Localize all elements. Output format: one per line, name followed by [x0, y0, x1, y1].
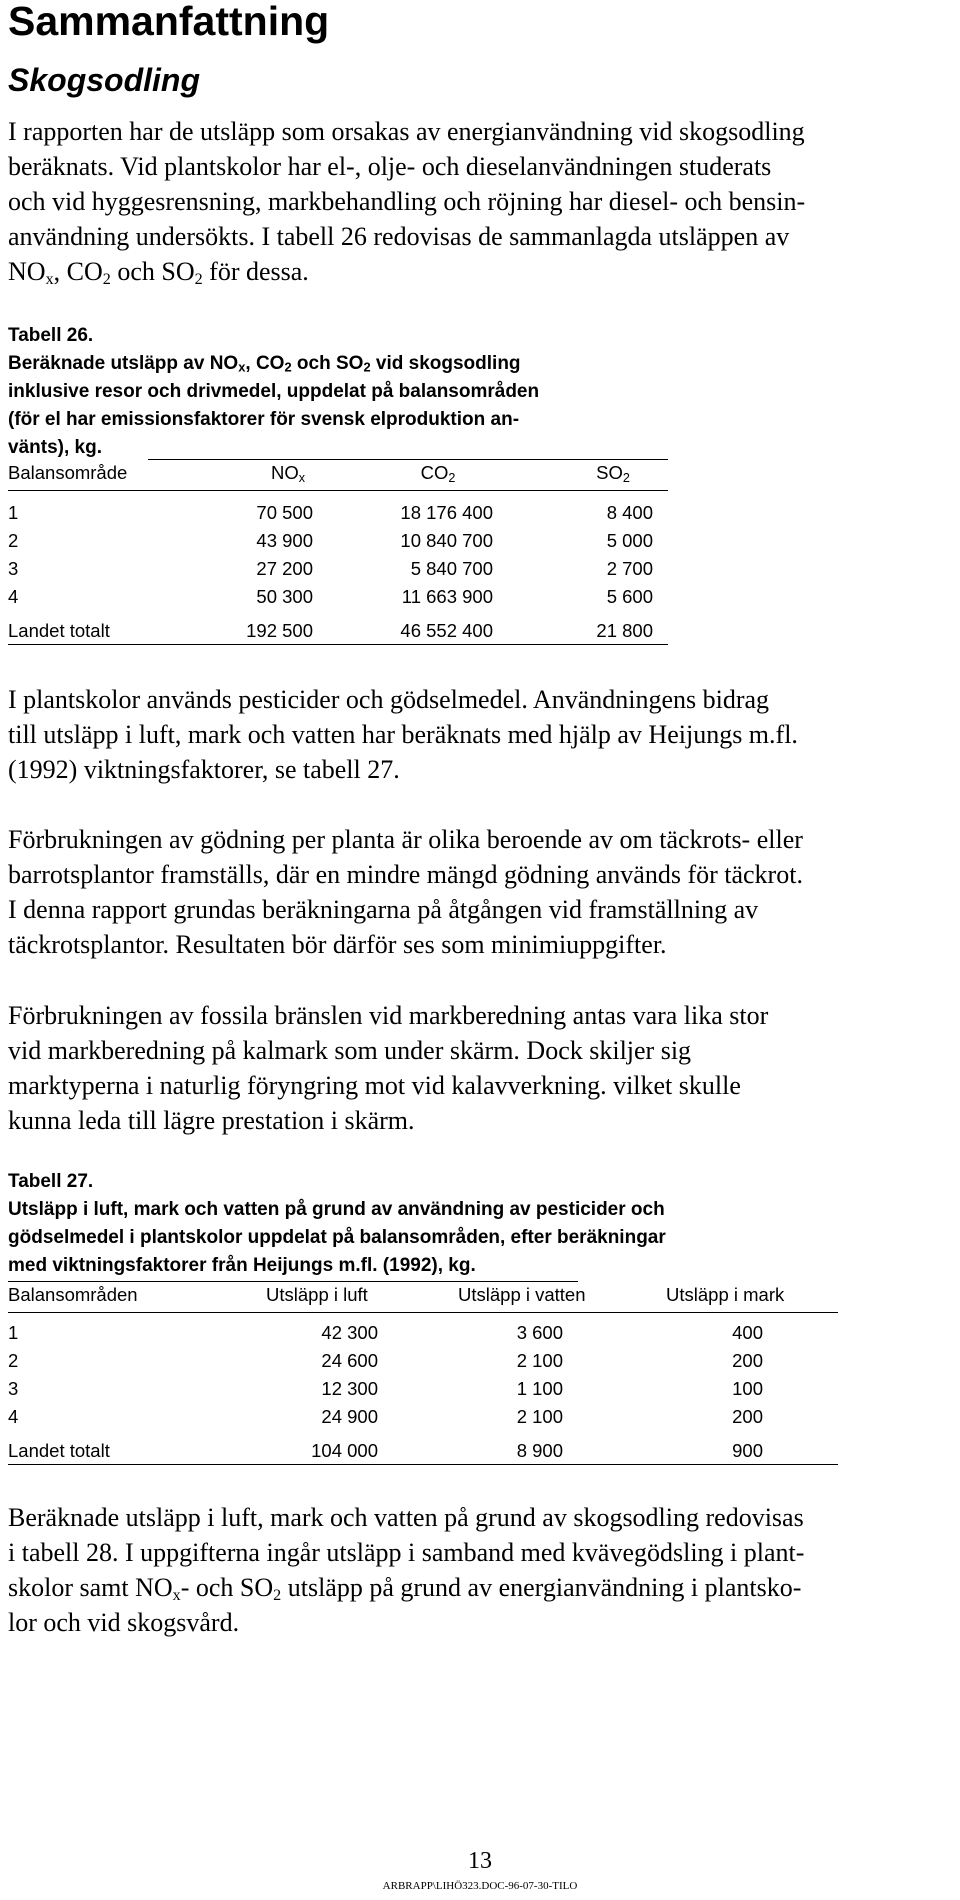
text-fragment: för dessa.	[202, 257, 309, 286]
table-26-caption	[8, 322, 539, 462]
text-line: täckrotsplantor. Resultaten bör därför ses som minimiuppgifter.	[8, 930, 667, 959]
section-heading: Skogsodling	[8, 62, 200, 98]
table-cell: 5 840 700	[410, 558, 493, 579]
table-row	[8, 1350, 838, 1378]
text-line	[8, 254, 953, 289]
table-cell: 200	[732, 1406, 763, 1427]
paragraph	[8, 998, 953, 1138]
table-cell: 3	[8, 1378, 19, 1399]
table-cell: 24 600	[321, 1350, 378, 1371]
text-line: användning undersökts. I tabell 26 redovisas de sammanlagda utsläppen av	[8, 222, 790, 251]
text-line: Beräknade utsläpp i luft, mark och vatten på grund av skogsodling redovisas	[8, 1503, 804, 1532]
page-heading: Sammanfattning	[8, 0, 330, 44]
paragraph	[8, 1500, 953, 1640]
table-cell: 200	[732, 1350, 763, 1371]
table-cell: 43 900	[256, 530, 313, 551]
table-header-row	[8, 1284, 838, 1312]
text-fragment: NO	[8, 257, 46, 286]
intro-paragraph	[8, 114, 953, 289]
table-row	[8, 1406, 838, 1434]
table-rule	[8, 1281, 578, 1282]
table-cell: 3 600	[516, 1322, 563, 1343]
table-rule	[8, 1312, 838, 1313]
caption-line: vänts), kg.	[8, 437, 102, 458]
subscript: x	[45, 271, 54, 289]
column-header	[563, 462, 663, 484]
table-cell: 900	[732, 1440, 763, 1461]
column-header	[388, 462, 488, 484]
subscript: x	[238, 359, 246, 375]
subscript: 2	[273, 1587, 282, 1605]
text-line: Förbrukningen av fossila bränslen vid markberedning antas vara lika stor	[8, 1001, 769, 1030]
text-fragment: NO	[270, 462, 299, 483]
text-line: till utsläpp i luft, mark och vatten har beräknats med hjälp av Heijungs m.fl.	[8, 720, 798, 749]
table-cell: 4	[8, 586, 19, 607]
caption-line: inklusive resor och drivmedel, uppdelat på balansområden	[8, 381, 540, 402]
paragraph	[8, 682, 953, 787]
text-line: marktyperna i naturlig föryngring mot vid kalavverkning. vilket skulle	[8, 1071, 741, 1100]
text-fragment: CO	[420, 462, 449, 483]
document-footer: ARBRAPP\LIHÖ323.DOC-96-07-30-TILO	[382, 1880, 578, 1892]
text-fragment: och SO	[110, 257, 195, 286]
table-label: Tabell 26.	[8, 325, 94, 346]
table-rule	[8, 1464, 838, 1465]
table-row	[8, 1378, 838, 1406]
table-row	[8, 1322, 838, 1350]
text-line: (1992) viktningsfaktorer, se tabell 27.	[8, 755, 400, 784]
table-cell: 42 300	[321, 1322, 378, 1343]
table-rule	[8, 490, 668, 491]
table-cell: 4	[8, 1406, 19, 1427]
table-27-caption	[8, 1168, 666, 1280]
table-cell: 400	[732, 1322, 763, 1343]
table-cell: 24 900	[321, 1406, 378, 1427]
column-header	[228, 462, 348, 484]
subscript: 2	[102, 271, 111, 289]
column-header: Utsläpp i vatten	[458, 1284, 586, 1305]
subscript: 2	[363, 359, 371, 375]
table-cell: 5 600	[606, 586, 653, 607]
table-cell: 2	[8, 1350, 19, 1371]
table-cell: 192 500	[246, 620, 313, 641]
subscript: 2	[448, 471, 456, 486]
text-fragment: Beräknade utsläpp av NO	[8, 353, 239, 374]
text-line: och vid hyggesrensning, markbehandling och röjning har diesel- och bensin-	[8, 187, 806, 216]
text-line: vid markberedning på kalmark som under skärm. Dock skiljer sig	[8, 1036, 692, 1065]
table-cell: 2 100	[516, 1350, 563, 1371]
table-cell: 5 000	[606, 530, 653, 551]
caption-line	[8, 350, 539, 378]
text-line: i tabell 28. I uppgifterna ingår utsläpp i samband med kvävegödsling i plant-	[8, 1538, 805, 1567]
table-cell: Landet totalt	[8, 620, 110, 641]
table-cell: 21 800	[596, 620, 653, 641]
text-line: kunna leda till lägre prestation i skärm.	[8, 1106, 415, 1135]
table-26	[8, 462, 668, 648]
table-cell: 27 200	[256, 558, 313, 579]
table-rule	[148, 459, 668, 460]
subscript: x	[172, 1587, 181, 1605]
table-cell: 1	[8, 502, 19, 523]
text-line: Förbrukningen av gödning per planta är olika beroende av om täckrots- eller	[8, 825, 803, 854]
caption-line: med viktningsfaktorer från Heijungs m.fl. (1992), kg.	[8, 1255, 476, 1276]
text-line: lor och vid skogsvård.	[8, 1608, 240, 1637]
subscript: 2	[284, 359, 292, 375]
table-cell: 2 700	[606, 558, 653, 579]
subscript: 2	[622, 471, 630, 486]
caption-line: (för el har emissionsfaktorer för svensk elproduktion an-	[8, 409, 520, 430]
subscript: x	[298, 471, 306, 486]
table-cell: 11 663 900	[401, 586, 493, 607]
column-header: Balansområde	[8, 462, 128, 483]
page-number: 13	[468, 1848, 492, 1874]
table-cell: 1	[8, 1322, 19, 1343]
table-27	[8, 1284, 838, 1468]
table-cell: 1 100	[516, 1378, 563, 1399]
text-fragment: och SO	[291, 353, 364, 374]
table-cell: 3	[8, 558, 19, 579]
text-line: I denna rapport grundas beräkningarna på åtgången vid framställning av	[8, 895, 759, 924]
table-row	[8, 530, 668, 558]
caption-line: gödselmedel i plantskolor uppdelat på balansområden, efter beräkningar	[8, 1227, 666, 1248]
subscript: 2	[194, 271, 203, 289]
table-row	[8, 558, 668, 586]
column-header: Utsläpp i luft	[266, 1284, 368, 1305]
text-line: barrotsplantor framställs, där en mindre mängd gödning används för täckrot.	[8, 860, 803, 889]
text-fragment: skolor samt NO	[8, 1573, 173, 1602]
column-header: Balansområden	[8, 1284, 138, 1305]
table-cell: 46 552 400	[400, 620, 493, 641]
text-line: I rapporten har de utsläpp som orsakas av energianvändning vid skogsodling	[8, 117, 805, 146]
table-rule	[8, 644, 668, 645]
table-cell: 50 300	[256, 586, 313, 607]
text-fragment: , CO	[53, 257, 103, 286]
table-row	[8, 502, 668, 530]
text-fragment: - och SO	[180, 1573, 274, 1602]
table-row	[8, 586, 668, 614]
text-line: beräknats. Vid plantskolor har el-, olje- och dieselanvändningen studerats	[8, 152, 772, 181]
table-cell: 104 000	[311, 1440, 378, 1461]
table-label: Tabell 27.	[8, 1171, 94, 1192]
caption-line: Utsläpp i luft, mark och vatten på grund av användning av pesticider och	[8, 1199, 665, 1220]
text-fragment: utsläpp på grund av energianvändning i plantsko-	[281, 1573, 802, 1602]
text-line	[8, 1570, 953, 1605]
table-cell: 12 300	[321, 1378, 378, 1399]
column-header: Utsläpp i mark	[666, 1284, 785, 1305]
text-fragment: , CO	[245, 353, 285, 374]
text-line: I plantskolor används pesticider och gödselmedel. Användningens bidrag	[8, 685, 770, 714]
table-header-row	[8, 462, 668, 490]
table-cell: Landet totalt	[8, 1440, 110, 1461]
table-cell: 8 900	[516, 1440, 563, 1461]
table-cell: 100	[732, 1378, 763, 1399]
text-fragment: vid skogsodling	[370, 353, 521, 374]
table-cell: 8 400	[606, 502, 653, 523]
table-cell: 70 500	[256, 502, 313, 523]
table-cell: 2 100	[516, 1406, 563, 1427]
table-cell: 10 840 700	[400, 530, 493, 551]
table-cell: 18 176 400	[400, 502, 493, 523]
table-cell: 2	[8, 530, 19, 551]
paragraph	[8, 822, 953, 962]
text-fragment: SO	[596, 462, 623, 483]
